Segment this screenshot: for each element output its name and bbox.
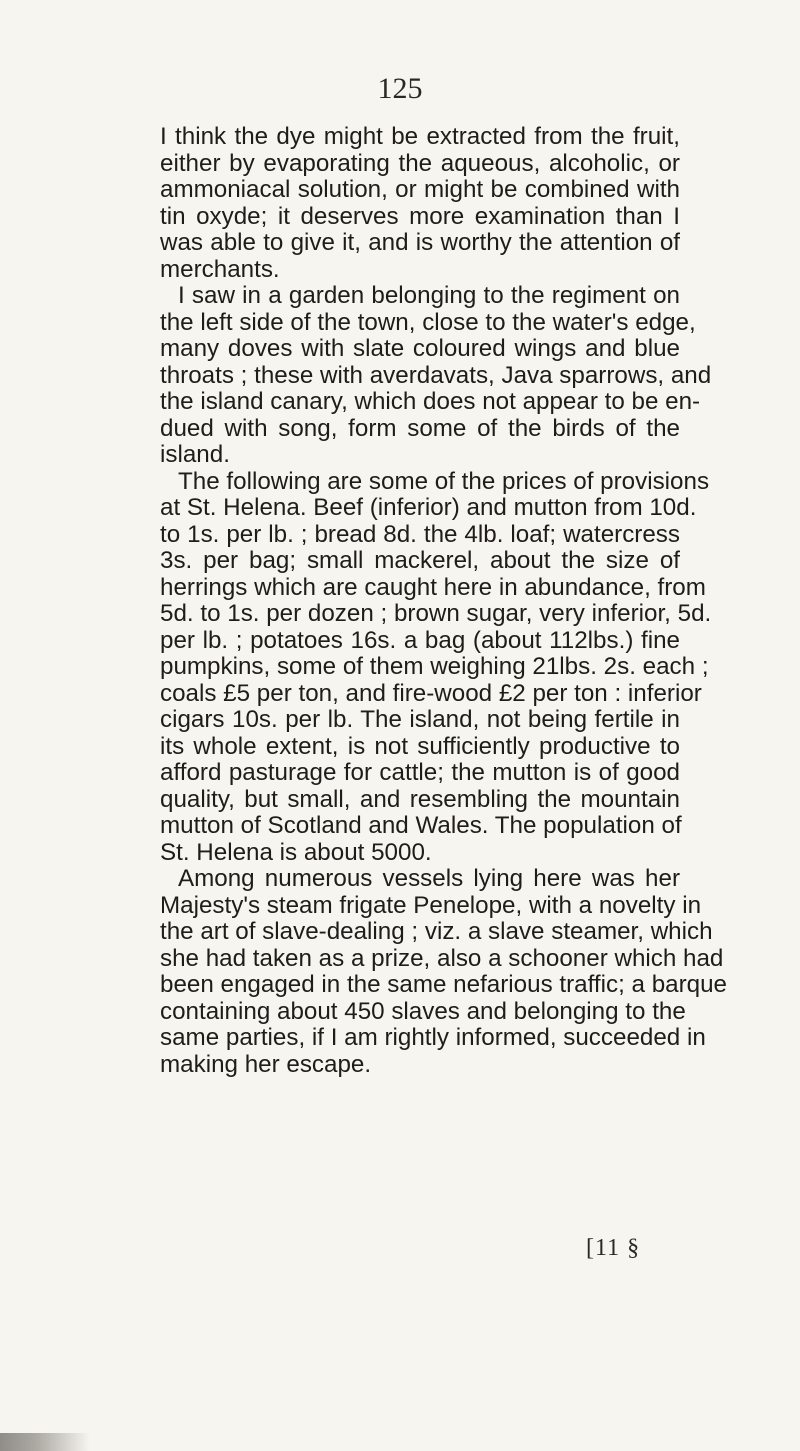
text-line: The following are some of the prices of provisions xyxy=(178,467,710,495)
text-line: 5d. to 1s. per dozen ; brown sugar, very inferior, 5d. xyxy=(160,600,712,627)
text-line: I saw in a garden belonging to the regiment on xyxy=(178,282,680,309)
text-line: at St. Helena. Beef (inferior) and mutton from 10d. xyxy=(160,494,697,521)
text-line: ammoniacal solution, or might be combined with xyxy=(160,176,680,203)
text-line: the left side of the town, close to the water's edge, xyxy=(160,308,696,336)
text-line: afford pasturage for cattle; the mutton is of good xyxy=(160,759,680,786)
text-line: the art of slave-dealing ; viz. a slave steamer, which xyxy=(160,918,713,945)
page-edge-shadow xyxy=(0,1433,90,1451)
text-line: many doves with slate coloured wings and blue xyxy=(160,335,680,362)
text-line: been engaged in the same nefarious traffic; a barque xyxy=(160,971,728,998)
text-line: either by evaporating the aqueous, alcoholic, or xyxy=(160,149,680,177)
text-line: its whole extent, is not sufficiently productive to xyxy=(160,732,680,760)
text-line: I think the dye might be extracted from the fruit, xyxy=(160,123,680,150)
text-line: throats ; these with averdavats, Java sparrows, and xyxy=(160,361,712,389)
text-line: St. Helena is about 5000. xyxy=(160,838,432,866)
text-line: containing about 450 slaves and belonging to the xyxy=(160,997,686,1025)
text-line: making her escape. xyxy=(160,1050,372,1078)
text-line: 3s. per bag; small mackerel, about the size of xyxy=(160,547,680,574)
text-line: island. xyxy=(160,441,230,468)
text-line: Majesty's steam frigate Penelope, with a novelty in xyxy=(160,891,702,919)
text-line: coals £5 per ton, and fire-wood £2 per ton : inferior xyxy=(160,679,702,707)
text-line: was able to give it, and is worthy the attention of xyxy=(160,229,680,256)
text-line: pumpkins, some of them weighing 21lbs. 2s. each ; xyxy=(160,653,709,680)
text-line: Among numerous vessels lying here was her xyxy=(178,865,680,892)
body-text xyxy=(160,123,728,1078)
text-line: herrings which are caught here in abundance, from xyxy=(160,573,706,601)
page-number: 125 xyxy=(377,72,423,105)
text-line: tin oxyde; it deserves more examination than I xyxy=(160,202,680,230)
text-line: mutton of Scotland and Wales. The population of xyxy=(160,812,682,839)
signature-mark: [11 § xyxy=(586,1235,641,1261)
text-line: cigars 10s. per lb. The island, not being fertile in xyxy=(160,706,680,733)
text-line: to 1s. per lb. ; bread 8d. the 4lb. loaf; watercress xyxy=(160,520,680,548)
text-line: the island canary, which does not appear to be en- xyxy=(160,388,701,415)
text-line: dued with song, form some of the birds of the xyxy=(160,414,680,442)
text-line: she had taken as a prize, also a schooner which had xyxy=(160,944,724,972)
text-line: same parties, if I am rightly informed, succeeded in xyxy=(160,1024,706,1051)
text-line: merchants. xyxy=(160,255,280,283)
text-line: quality, but small, and resembling the mountain xyxy=(160,785,680,813)
text-line: per lb. ; potatoes 16s. a bag (about 112lbs.) fine xyxy=(160,626,680,654)
